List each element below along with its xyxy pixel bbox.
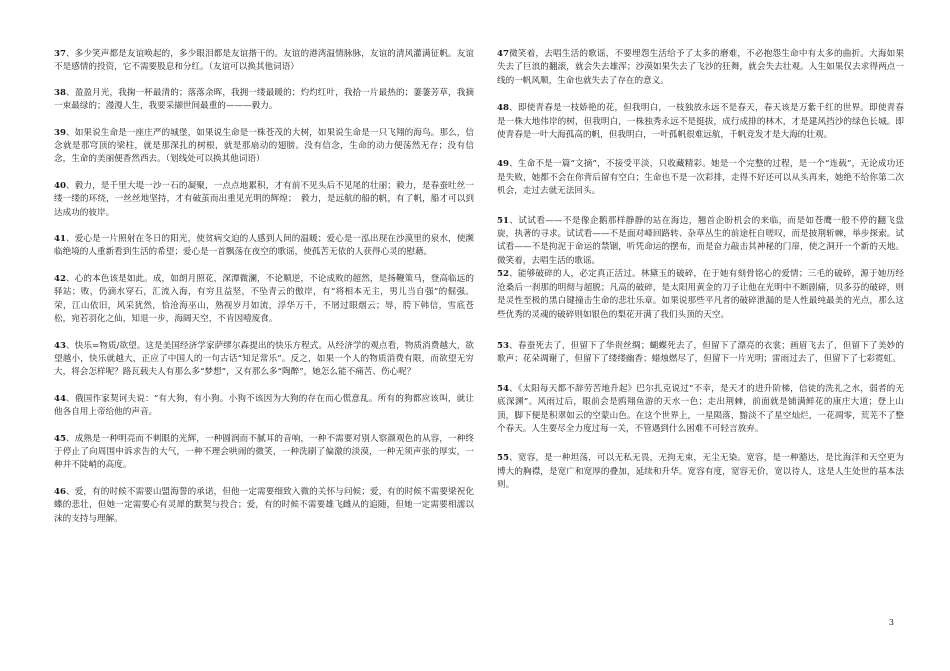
paragraph-number: 52 <box>497 269 509 280</box>
paragraph-text: 微笑着，去唱生活的歌谣，不要埋怨生活给予了太多的磨难，不必抱怨生命中有太多的曲折。大海如果失去了巨浪的翻滚，就会失去雄浑；沙漠如果失去了飞沙的狂舞，就会失去壮观。人生如果仅去求得两点一线的一帆风顺，生命也就失去了存在的意义。 <box>497 49 904 86</box>
paragraph-45 <box>54 433 474 473</box>
paragraph-51 <box>497 215 904 269</box>
paragraph-49 <box>497 158 904 198</box>
paragraph-text: 、心的本色该是如此。成，如朗月照花，深潭微澜，不论顺逆，不论成败的超然，是扬鞭策马，登高临远的驿站；败，仍滴水穿石，汇流入海，有穷且益坚，不坠青云的傲岸，有“将相本无主，男儿当自强”的倔强。荣，江山依旧，风采犹然，恰沧海巫山，熟视岁月如流，浮华万千，不屑过眼烟云；辱，胯下韩信，雪底苍松，宛若羽化之仙，知退一步，海阔天空，不肯因噎废食。 <box>54 273 474 325</box>
paragraph-text: 、爱，有的时候不需要山盟海誓的承诺，但他一定需要细致入微的关怀与问候；爱，有的时候不需要梁祝化蝶的悲壮，但她一定需要心有灵犀的默契与投合；爱，有的时候不需要雄飞雌从的追随，但她一定需要相濡以沫的支持与理解。 <box>54 486 474 524</box>
left-column <box>54 48 474 539</box>
paragraph-number: 39 <box>54 127 66 138</box>
paragraph-text: 、《太阳每天都不辞劳苦地升起》巴尔扎克说过“不幸，是天才的进升阶梯，信徒的洗礼之水，弱者的无底深渊”。风雨过后，眼前会是鸥翔鱼游的天水一色；走出荆棘，前面就是铺满鲜花的康庄大道；登上山顶，脚下便是积翠如云的空蒙山色。在这个世界上，一星陨落，黯淡不了星空灿烂，一花凋零，荒芜不了整个春天。人生要尽全力度过每一关，不管遇到什么困难不可轻言放弃。 <box>497 383 904 434</box>
paragraph-text: 、毅力，是千里大堤一沙一石的凝聚，一点点地累积，才有前不见头后不见尾的壮丽；毅力，是春蚕吐丝一缕一缕的环绕，一丝丝地坚持，才有破茧而出重见光明的辉煌； 毅力，是远航的船的帆，有了帆，船才可以到达成功的彼岸。 <box>54 180 474 218</box>
paragraph-number: 45 <box>54 433 66 444</box>
paragraph-43 <box>54 340 474 380</box>
paragraph-number: 41 <box>54 234 66 245</box>
paragraph-40 <box>54 180 474 220</box>
paragraph-38 <box>54 87 474 114</box>
paragraph-text: 、试试看——不是像企鹅那样静静的站在海边，翘首企盼机会的来临，而是如苍鹰一般不停的翻飞盘旋，执著的寻求。试试看——不是面对峰回路转、杂草丛生的前途枉自嗟叹，而是披荆斩棘，举步探索。试试看——不是拘泥于命运的禁锢，听凭命运的摆布，而是奋力敲击其神秘的门扉，使之洞开一个新的天地。微笑着，去唱生活的歌谣。 <box>497 215 904 266</box>
paragraph-44 <box>54 393 474 420</box>
paragraph-text: 、多少笑声都是友谊唤起的，多少眼泪都是友谊揩干的。友谊的港湾温情脉脉，友谊的清风灌满征帆。友谊不是感情的投资，它不需要股息和分红。（友谊可以换其他词语） <box>54 49 474 73</box>
paragraph-number: 54 <box>497 383 509 394</box>
paragraph-41 <box>54 233 474 260</box>
paragraph-text: 、快乐=物质/欲望。这是美国经济学家萨缪尔森提出的快乐方程式。从经济学的观点看，物质消费越大，欲望越小，快乐就越大，正应了中国人的一句古话“知足常乐”。反之，如果一个人的物质消费有限，而欲望无穷大，将会怎样呢？路瓦载夫人有那么多“梦想”，又有那么多“陶醉”，她怎么能不痛苦、伤心呢？ <box>54 340 474 378</box>
paragraph-48 <box>497 102 904 142</box>
paragraph-number: 42 <box>54 273 66 284</box>
paragraph-52 <box>497 268 904 322</box>
paragraph-number: 40 <box>54 180 66 191</box>
paragraph-text: 、如果说生命是一座庄严的城堡，如果说生命是一株苍茂的大树，如果说生命是一只飞翔的海鸟。那么，信念就是那穹顶的梁柱，就是那深扎的树根，就是那扇动的翅膀。没有信念，生命的动力便荡然无存；没有信念，生命的美丽便香然西去。（划线处可以换其他词语） <box>54 127 474 165</box>
paragraph-number: 44 <box>54 393 66 404</box>
paragraph-37 <box>54 48 474 75</box>
paragraph-42 <box>54 273 474 327</box>
paragraph-number: 53 <box>497 340 509 351</box>
paragraph-text: 、爱心是一片照射在冬日的阳光，使贫病交迫的人感到人间的温暖；爱心是一泓出现在沙漠里的泉水，使濒临绝境的人重新看到生活的希望；爱心是一首飘荡在夜空的歌谣，使孤苦无依的人获得心灵的慰藉。 <box>54 234 474 258</box>
paragraph-54 <box>497 383 904 437</box>
paragraph-text: 、能够破碎的人，必定真正活过。林黛玉的破碎，在于她有刻骨铭心的爱情；三毛的破碎，源于她历经沧桑后一刹那的明彻与超脱；凡高的破碎，是太阳用黄金的刀子让他在光明中不断剧痛，贝多芬的破碎，则是灵性至极的黑白键撞击生命的悲壮乐章。如果说那些平凡者的破碎泄漏的是人性最纯最美的光点，那么这些优秀的灵魂的破碎则如银色的梨花开满了我们头顶的天空。 <box>497 269 904 320</box>
paragraph-text: 、即使青春是一枝娇艳的花，但我明白，一枝独放永远不是春天，春天该是万紫千红的世界。即使青春是一株大地伟岸的树，但我明白，一株独秀永远不是挺拔，成行成排的林木，才是建风挡沙的绿色长城。即使青春是一叶大海孤高的帆，但我明白，一叶孤帆很难远航，千帆竞发才是大海的壮观。 <box>497 103 904 141</box>
paragraph-55 <box>497 452 904 492</box>
paragraph-53 <box>497 340 904 367</box>
paragraph-39 <box>54 127 474 167</box>
paragraph-text: 、成熟是一种明亮而不刺眼的光辉，一种圆润而不腻耳的音响，一种不需要对别人察颜观色的从容，一种终于停止了向周围申诉求告的大气，一种不理会哄闹的微笑，一种洗刷了偏激的淡漠，一种无须声张的厚实，一种并不陡峭的高度。 <box>54 433 474 471</box>
paragraph-number: 43 <box>54 340 66 351</box>
paragraph-46 <box>54 486 474 526</box>
paragraph-text: 、春蚕死去了，但留下了华贵丝绸；蝴蝶死去了，但留下了漂亮的衣裳；画眉飞去了，但留下了美妙的歌声；花朵凋谢了，但留下了缕缕幽香；蜡烛燃尽了，但留下一片光明；雷雨过去了，但留下了七彩霓虹。 <box>497 340 904 365</box>
paragraph-number: 47 <box>497 49 509 59</box>
page-number: 3 <box>888 618 894 627</box>
paragraph-number: 46 <box>54 486 66 497</box>
paragraph-text: 、宽容，是一种坦荡，可以无私无畏，无拘无束，无尘无染。宽容，是一种豁达，是比海洋和天空更为博大的胸襟，是宽广和宽厚的叠加，延续和升华。宽容有度，宽容无价，宽以待人，这是人生处世的基本法则。 <box>497 453 904 491</box>
paragraph-47 <box>497 48 904 88</box>
right-column <box>497 48 904 506</box>
paragraph-text: 、俄国作家契诃夫说：“有大狗，有小狗。小狗不该因为大狗的存在而心慌意乱。所有的狗都应该叫，就让他各自用上帝给他的声音。 <box>54 393 474 418</box>
paragraph-number: 51 <box>497 215 509 226</box>
paragraph-number: 37 <box>54 49 66 59</box>
paragraph-number: 49 <box>497 159 509 170</box>
paragraph-number: 55 <box>497 453 509 464</box>
paragraph-number: 48 <box>497 103 509 114</box>
paragraph-number: 38 <box>54 87 66 98</box>
paragraph-text: 、盈盈月光，我掬一杯最清的；落落余晖，我拥一缕最暖的；灼灼红叶，我拾一片最热的；萋萋芳草，我摘一束最绿的；漫漫人生，我要采撷世间最重的———毅力。 <box>54 87 474 112</box>
paragraph-text: 、生命不是一篇“文摘”，不接受平淡，只收藏精彩。她是一个完整的过程，是一个“连载”，无论成功还是失败，她都不会在你背后留有空白；生命也不是一次彩排，走得不好还可以从头再来，她绝不给你第二次机会，走过去就无法回头。 <box>497 159 904 197</box>
